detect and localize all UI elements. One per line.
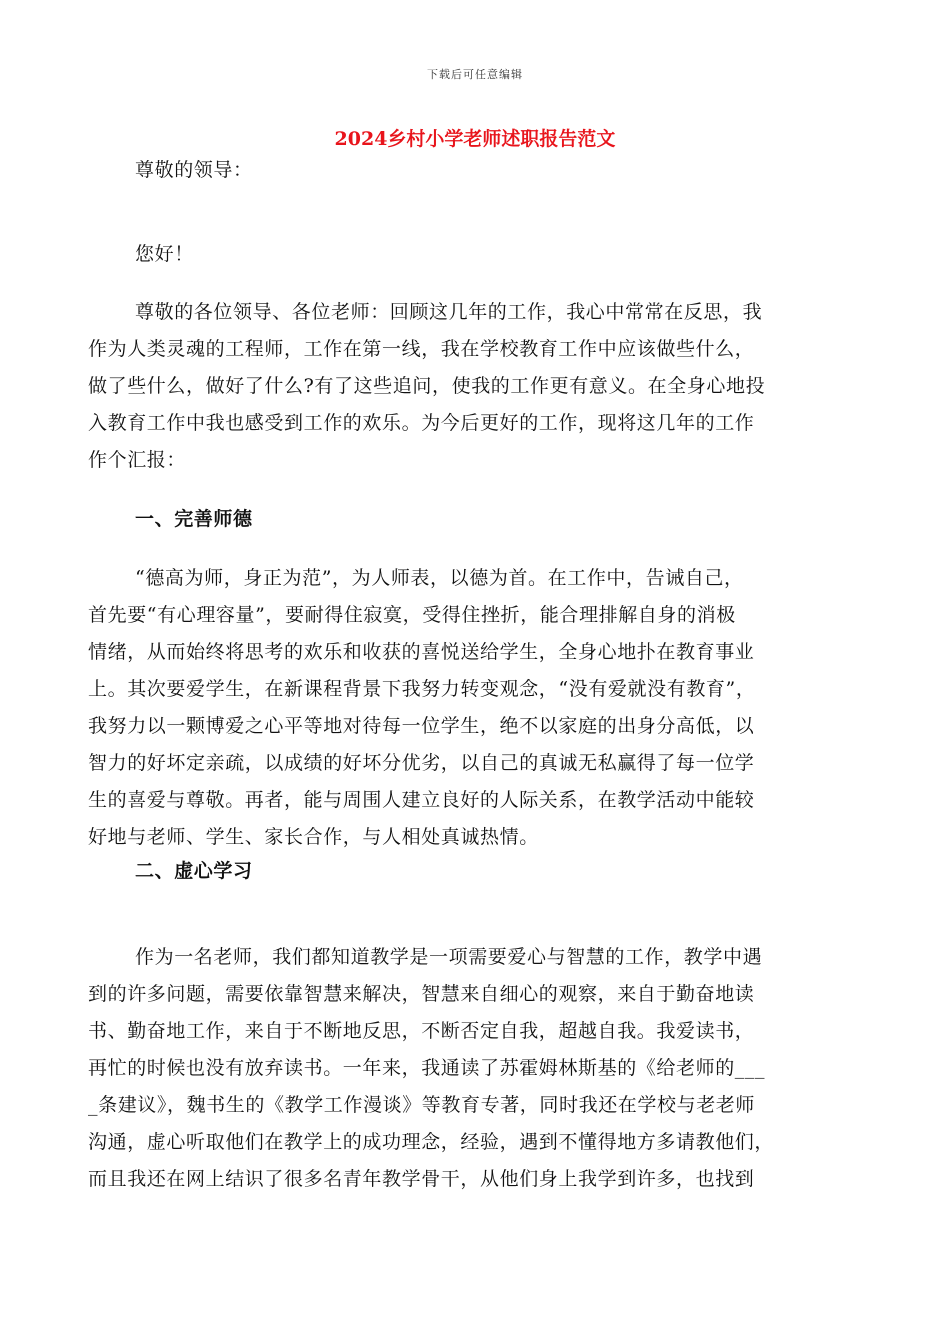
section2-line: 书、勤奋地工作，来自于不断地反思，不断否定自我，超越自我。我爱读书， <box>88 1020 755 1042</box>
section1-line: 智力的好坏定亲疏，以成绩的好坏分优劣，以自己的真诚无私赢得了每一位学 <box>88 752 755 774</box>
section1-line: 我努力以一颗博爱之心平等地对待每一位学生，绝不以家庭的出身分高低，以 <box>88 715 755 737</box>
intro-line: 做了些什么，做好了什么?有了这些追问，使我的工作更有意义。在全身心地投 <box>88 375 766 397</box>
greeting: 您好！ <box>135 243 194 265</box>
document-title: 2024乡村小学老师述职报告范文 <box>334 128 616 150</box>
section1-line: 情绪，从而始终将思考的欢乐和收获的喜悦送给学生，全身心地扑在教育事业 <box>88 641 755 663</box>
section1-line: 生的喜爱与尊敬。再者，能与周围人建立良好的人际关系，在教学活动中能较 <box>88 789 755 811</box>
section-heading: 一、完善师德 <box>135 508 253 530</box>
section2-line: 沟通，虚心听取他们在教学上的成功理念，经验，遇到不懂得地方多请教他们， <box>88 1131 775 1153</box>
intro-line: 尊敬的各位领导、各位老师：回顾这几年的工作，我心中常常在反思，我 <box>135 301 763 323</box>
intro-line: 作个汇报： <box>88 449 187 471</box>
header-note: 下载后可任意编辑 <box>427 68 523 81</box>
section-heading: 二、虚心学习 <box>135 860 253 882</box>
section1-line: 好地与老师、学生、家长合作，与人相处真诚热情。 <box>88 826 539 848</box>
salutation: 尊敬的领导： <box>135 159 253 181</box>
section2-line: 作为一名老师，我们都知道教学是一项需要爱心与智慧的工作，教学中遇 <box>135 946 763 968</box>
section2-line: 而且我还在网上结识了很多名青年教学骨干，从他们身上我学到许多，也找到 <box>88 1168 755 1190</box>
section2-line: 再忙的时候也没有放弃读书。一年来，我通读了苏霍姆林斯基的《给老师的___ <box>88 1057 766 1079</box>
section1-line: 首先要“有心理容量”，要耐得住寂寞，受得住挫折，能合理排解自身的消极 <box>88 604 736 626</box>
intro-line: 入教育工作中我也感受到工作的欢乐。为今后更好的工作，现将这几年的工作 <box>88 412 755 434</box>
section2-line: _条建议》，魏书生的《教学工作漫谈》等教育专著，同时我还在学校与老老师 <box>88 1094 756 1116</box>
intro-line: 作为人类灵魂的工程师，工作在第一线，我在学校教育工作中应该做些什么， <box>88 338 755 360</box>
section1-line: “德高为师，身正为范”，为人师表，以德为首。在工作中，告诫自己， <box>135 567 744 589</box>
section2-line: 到的许多问题，需要依靠智慧来解决，智慧来自细心的观察，来自于勤奋地读 <box>88 983 755 1005</box>
section1-line: 上。其次要爱学生，在新课程背景下我努力转变观念，“没有爱就没有教育”， <box>88 678 756 700</box>
